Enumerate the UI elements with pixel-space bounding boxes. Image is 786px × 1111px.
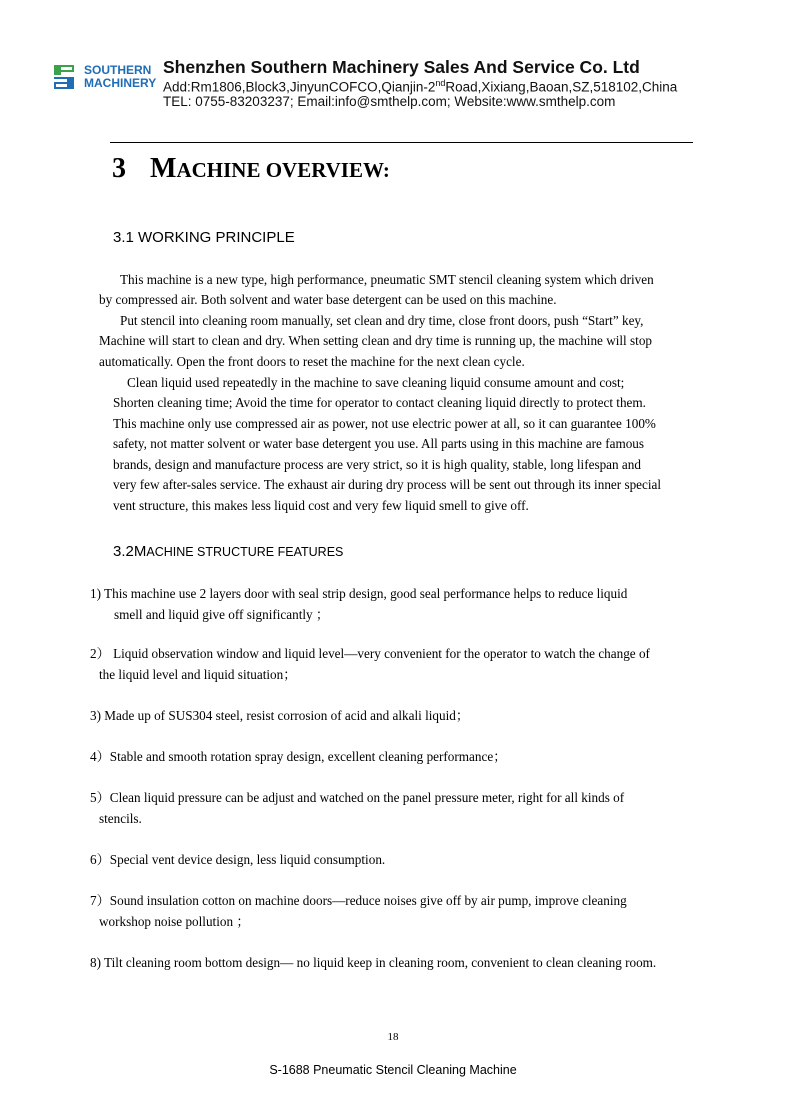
paragraph-line: Shorten cleaning time; Avoid the time for operator to contact cleaning liquid directly to protect them. [113, 395, 646, 410]
feature-item: 1) This machine use 2 layers door with seal strip design, good seal performance helps to reduce liquid [90, 586, 628, 601]
header-divider [110, 142, 693, 143]
document-footer: S-1688 Pneumatic Stencil Cleaning Machine [269, 1063, 517, 1077]
company-address [163, 78, 677, 95]
feature-item-continuation: the liquid level and liquid situation； [99, 667, 297, 682]
feature-item: 2） Liquid observation window and liquid level—very convenient for the operator to watch the change of [90, 646, 650, 661]
subsection-heading-structure-features [113, 543, 343, 560]
section-heading [112, 153, 390, 185]
paragraph-line: automatically. Open the front doors to reset the machine for the next clean cycle. [99, 354, 525, 369]
section-title-colon: : [382, 158, 390, 182]
section-title-initial: M [150, 153, 177, 184]
subsection-title-rest: ACHINE STRUCTURE FEATURES [146, 545, 344, 559]
logo-wordmark [84, 64, 156, 90]
logo-line-1: SOUTHERN [84, 63, 152, 77]
company-name: Shenzhen Southern Machinery Sales And Service Co. Ltd [163, 57, 640, 77]
paragraph-line: Clean liquid used repeatedly in the machine to save cleaning liquid consume amount and cost; [127, 375, 625, 390]
subsection-number: 3.2 [113, 543, 134, 560]
feature-item: 5）Clean liquid pressure can be adjust and watched on the panel pressure meter, right for all kinds of [90, 790, 625, 805]
address-superscript: nd [435, 78, 446, 88]
paragraph-line: This machine only use compressed air as power, not use electric power at all, so it can guarantee 100% [113, 416, 656, 431]
logo-line-2: MACHINERY [84, 76, 157, 90]
feature-item: 3) Made up of SUS304 steel, resist corrosion of acid and alkali liquid； [90, 708, 470, 723]
feature-item: 7）Sound insulation cotton on machine doors—reduce noises give off by air pump, improve cleaning [90, 893, 627, 908]
feature-item-continuation: smell and liquid give off significantly ； [114, 607, 330, 622]
paragraph-line: Put stencil into cleaning room manually, set clean and dry time, close front doors, push “Start” key, [120, 313, 644, 328]
company-contact: TEL: 0755-83203237; Email:info@smthelp.com; Website:www.smthelp.com [163, 94, 616, 109]
feature-item: 4）Stable and smooth rotation spray design, excellent cleaning performance； [90, 749, 507, 764]
feature-item-continuation: workshop noise pollution ； [99, 914, 250, 929]
paragraph-line: brands, design and manufacture process are very strict, so it is high quality, stable, long lifespan and [113, 457, 641, 472]
paragraph-line: very few after-sales service. The exhaust air during dry process will be sent out through its inner special [113, 477, 662, 492]
feature-item: 8) Tilt cleaning room bottom design— no liquid keep in cleaning room, convenient to clean cleaning room. [90, 955, 657, 970]
feature-item: 6）Special vent device design, less liquid consumption. [90, 852, 386, 867]
subsection-heading-working-principle: 3.1 WORKING PRINCIPLE [113, 229, 295, 246]
address-part-1: Add:Rm1806,Block3,JinyunCOFCO,Qianjin-2 [163, 79, 436, 95]
paragraph-line: Machine will start to clean and dry. When setting clean and dry time is running up, the machine will stop [99, 333, 653, 348]
paragraph-line: vent structure, this makes less liquid cost and very few liquid smell to give off. [113, 498, 529, 513]
paragraph-line: This machine is a new type, high performance, pneumatic SMT stencil cleaning system which driven [120, 272, 654, 287]
paragraph-line: by compressed air. Both solvent and water base detergent can be used on this machine. [99, 292, 557, 307]
section-number: 3 [112, 153, 126, 184]
southern-machinery-logo [48, 61, 80, 93]
section-title-rest: ACHINE OVERVIEW [176, 158, 383, 182]
subsection-title-initial: M [133, 543, 147, 560]
page-number: 18 [387, 1031, 399, 1043]
feature-item-continuation: stencils. [99, 811, 142, 826]
paragraph-line: safety, not matter solvent or water base detergent you use. All parts using in this machine are famous [113, 436, 645, 451]
address-part-2: Road,Xixiang,Baoan,SZ,518102,China [445, 79, 678, 95]
